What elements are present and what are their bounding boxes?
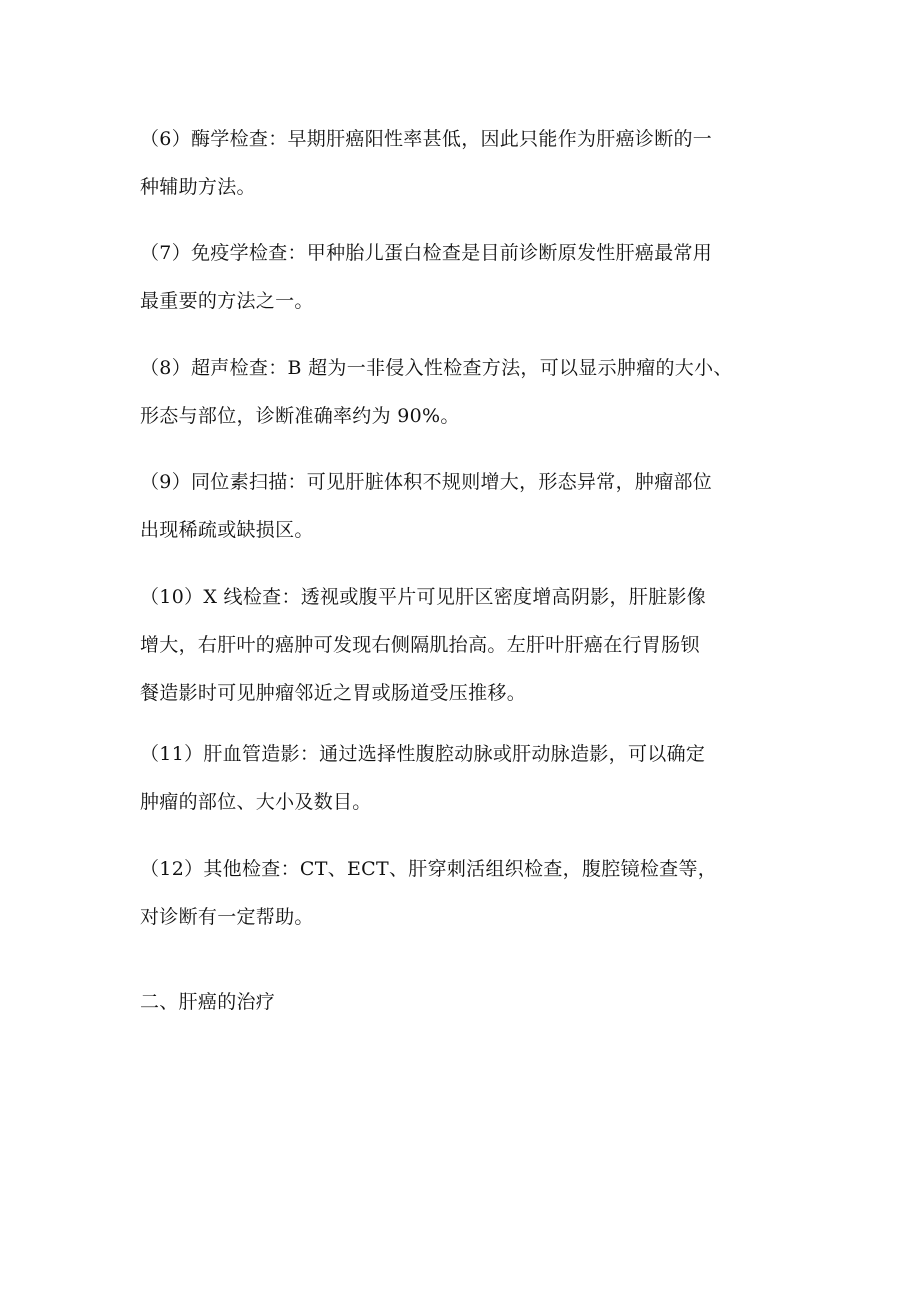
paragraph-ultrasound-test	[140, 344, 800, 440]
paragraph-line: 增大，右肝叶的癌肿可发现右侧隔肌抬高。左肝叶肝癌在行胃肠钡	[140, 634, 700, 656]
paragraph-line: （9）同位素扫描：可见肝脏体积不规则增大，形态异常，肿瘤部位	[140, 471, 713, 493]
paragraph-line: （8）超声检查：B 超为一非侵入性检查方法，可以显示肿瘤的大小、	[140, 357, 733, 379]
paragraph-line: 肿瘤的部位、大小及数目。	[140, 791, 372, 813]
paragraph-line: 形态与部位，诊断准确率约为 90%。	[140, 405, 460, 427]
paragraph-line: 出现稀疏或缺损区。	[140, 519, 314, 541]
section-heading-text: 二、肝癌的治疗	[140, 991, 276, 1013]
paragraph-xray-test	[140, 573, 800, 717]
paragraph-angiography	[140, 730, 800, 826]
paragraph-line: （12）其他检查：CT、ECT、肝穿刺活组织检查，腹腔镜检查等，	[140, 858, 718, 880]
paragraph-line: 对诊断有一定帮助。	[140, 906, 314, 928]
paragraph-line: （7）免疫学检查：甲种胎儿蛋白检查是目前诊断原发性肝癌最常用	[140, 242, 713, 264]
paragraph-other-tests	[140, 845, 800, 941]
paragraph-line: 最重要的方法之一。	[140, 290, 314, 312]
paragraph-line: 种辅助方法。	[140, 176, 256, 198]
paragraph-immunology-test	[140, 229, 800, 325]
paragraph-line: （6）酶学检查：早期肝癌阳性率甚低，因此只能作为肝癌诊断的一	[140, 128, 713, 150]
paragraph-enzyme-test	[140, 115, 800, 211]
section-heading	[140, 978, 800, 1026]
paragraph-line: 餐造影时可见肿瘤邻近之胃或肠道受压推移。	[140, 682, 527, 704]
paragraph-line: （11）肝血管造影：通过选择性腹腔动脉或肝动脉造影，可以确定	[140, 743, 706, 765]
paragraph-line: （10）X 线检查：透视或腹平片可见肝区密度增高阴影，肝脏影像	[140, 586, 707, 608]
paragraph-isotope-scan	[140, 458, 800, 554]
